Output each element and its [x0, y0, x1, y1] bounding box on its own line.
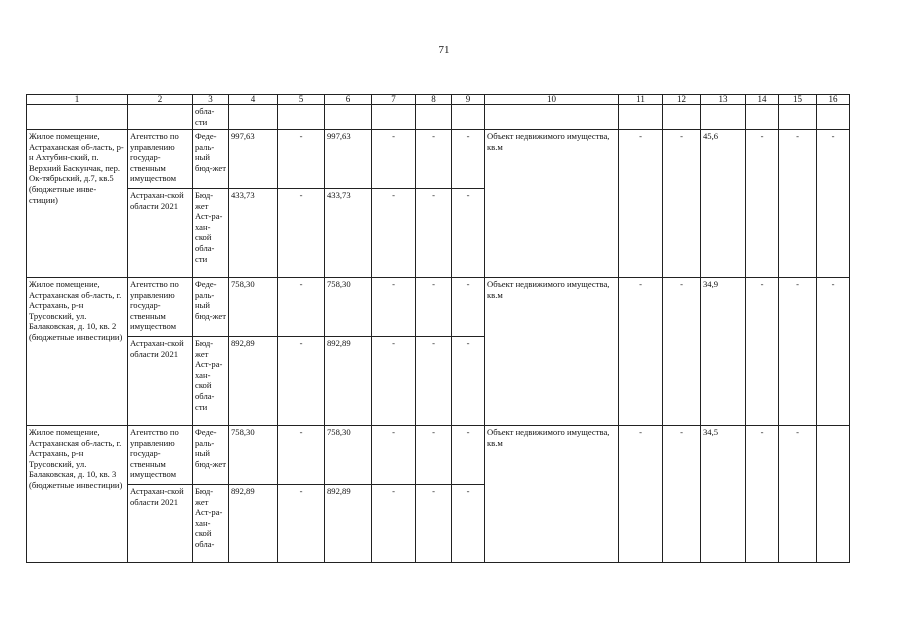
value-cell: 892,89	[229, 337, 278, 426]
value-cell: 758,30	[325, 278, 372, 337]
value-cell: 758,30	[229, 426, 278, 485]
value-cell: 433,73	[229, 189, 278, 278]
value-cell: -	[779, 130, 817, 278]
agency-cell: Астрахан-ской области 2021	[128, 485, 193, 563]
value-cell: -	[372, 426, 416, 485]
value-cell: -	[416, 130, 452, 189]
value-cell: -	[663, 426, 701, 563]
column-header: 16	[817, 95, 850, 105]
value-cell: -	[779, 426, 817, 563]
value-cell: -	[278, 189, 325, 278]
agency-cell: Агентство по управлению государ-ственным имуществом	[128, 130, 193, 189]
value-cell: -	[619, 426, 663, 563]
value-cell: -	[416, 189, 452, 278]
value-cell: -	[663, 130, 701, 278]
value-cell: 892,89	[229, 485, 278, 563]
value-cell: -	[372, 130, 416, 189]
continuation-cell: обла-сти	[193, 105, 229, 130]
indicator-cell: Объект недвижимого имущества, кв.м	[485, 426, 619, 563]
column-header: 14	[746, 95, 779, 105]
area-value: 34,5	[701, 426, 746, 563]
budget-table	[26, 94, 850, 563]
value-cell: 758,30	[229, 278, 278, 337]
value-cell: -	[278, 426, 325, 485]
table-row	[27, 130, 850, 189]
value-cell: -	[817, 130, 850, 278]
value-cell: -	[452, 426, 485, 485]
value-cell: -	[372, 278, 416, 337]
header-row	[27, 95, 850, 105]
value-cell: -	[416, 278, 452, 337]
page-number: 71	[438, 44, 450, 56]
value-cell: 997,63	[325, 130, 372, 189]
column-header: 15	[779, 95, 817, 105]
column-header: 2	[128, 95, 193, 105]
value-cell: -	[452, 130, 485, 189]
column-header: 1	[27, 95, 128, 105]
value-cell: -	[372, 189, 416, 278]
funding-source: Бюд-жет Аст-ра-хан-ской обла-сти	[193, 189, 229, 278]
area-value: 34,9	[701, 278, 746, 426]
value-cell: -	[278, 130, 325, 189]
value-cell: -	[452, 337, 485, 426]
value-cell: 892,89	[325, 485, 372, 563]
table-row	[27, 278, 850, 337]
value-cell: -	[372, 337, 416, 426]
column-header: 8	[416, 95, 452, 105]
column-header: 7	[372, 95, 416, 105]
value-cell: -	[416, 485, 452, 563]
indicator-cell: Объект недвижимого имущества, кв.м	[485, 130, 619, 278]
column-header: 6	[325, 95, 372, 105]
continuation-row	[27, 105, 850, 130]
object-name: Жилое помещение, Астраханская об-ласть, р-н Ахтубин-ский, п. Верхний Баскунчак, пер. Ок-тябрьский, д.7, кв.5 (бюджетные инве-стиции)	[27, 130, 128, 278]
value-cell: -	[746, 130, 779, 278]
agency-cell: Астрахан-ской области 2021	[128, 337, 193, 426]
column-header: 4	[229, 95, 278, 105]
funding-source: Бюд-жет Аст-ра-хан-ской обла-сти	[193, 337, 229, 426]
value-cell: -	[278, 278, 325, 337]
value-cell: -	[416, 426, 452, 485]
value-cell: -	[746, 278, 779, 426]
agency-cell: Астрахан-ской области 2021	[128, 189, 193, 278]
column-header: 10	[485, 95, 619, 105]
value-cell: -	[817, 278, 850, 426]
agency-cell: Агентство по управлению государ-ственным имуществом	[128, 426, 193, 485]
indicator-cell: Объект недвижимого имущества, кв.м	[485, 278, 619, 426]
value-cell: -	[452, 189, 485, 278]
column-header: 11	[619, 95, 663, 105]
column-header: 3	[193, 95, 229, 105]
funding-source: Феде-раль-ный бюд-жет	[193, 278, 229, 337]
funding-source: Феде-раль-ный бюд-жет	[193, 130, 229, 189]
value-cell: -	[619, 278, 663, 426]
value-cell: -	[416, 337, 452, 426]
value-cell: 892,89	[325, 337, 372, 426]
object-name: Жилое помещение, Астраханская об-ласть, г. Астрахань, р-н Трусовский, ул. Балаковская, д. 10, кв. 2 (бюджетные инвестиции)	[27, 278, 128, 426]
area-value: 45,6	[701, 130, 746, 278]
value-cell: -	[278, 337, 325, 426]
funding-source: Бюд-жет Аст-ра-хан-ской обла-	[193, 485, 229, 563]
column-header: 13	[701, 95, 746, 105]
table-row	[27, 426, 850, 485]
value-cell: -	[452, 485, 485, 563]
value-cell: -	[278, 485, 325, 563]
value-cell: -	[779, 278, 817, 426]
agency-cell: Агентство по управлению государ-ственным имуществом	[128, 278, 193, 337]
column-header: 12	[663, 95, 701, 105]
funding-source: Феде-раль-ный бюд-жет	[193, 426, 229, 485]
value-cell: -	[746, 426, 779, 563]
value-cell: 997,63	[229, 130, 278, 189]
column-header: 5	[278, 95, 325, 105]
value-cell: 758,30	[325, 426, 372, 485]
column-header: 9	[452, 95, 485, 105]
value-cell: -	[452, 278, 485, 337]
value-cell: -	[372, 485, 416, 563]
value-cell: 433,73	[325, 189, 372, 278]
value-cell	[817, 426, 850, 563]
object-name: Жилое помещение, Астраханская об-ласть, г. Астрахань, р-н Трусовский, ул. Балаковская, д. 10, кв. 3 (бюджетные инвестиции)	[27, 426, 128, 563]
value-cell: -	[619, 130, 663, 278]
value-cell: -	[663, 278, 701, 426]
